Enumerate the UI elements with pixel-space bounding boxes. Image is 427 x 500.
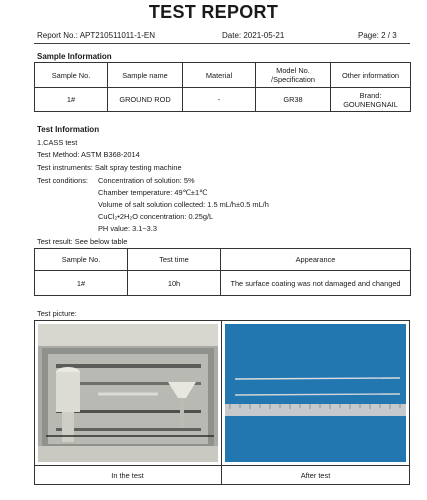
rods-image xyxy=(225,324,406,462)
test-info-heading: Test Information xyxy=(37,125,100,134)
condition-line: CuCl₂•2H₂O concentration: 0.25g/L xyxy=(98,212,214,221)
condition-line: PH value: 3.1~3.3 xyxy=(98,224,157,233)
header-cell: Sample name xyxy=(108,63,183,88)
sample-info-heading: Sample Information xyxy=(37,52,112,61)
test-item: 1.CASS test xyxy=(37,138,78,147)
header-cell: Sample No. xyxy=(35,249,128,271)
test-picture-label: Test picture: xyxy=(37,309,77,318)
test-method: Test Method: ASTM B368-2014 xyxy=(37,150,140,159)
table-cell: 10h xyxy=(128,271,221,296)
condition-line: Chamber temperature: 49℃±1℃ xyxy=(98,188,208,197)
report-number: Report No.: APT210511011-1-EN xyxy=(37,31,155,40)
header-cell: Test time xyxy=(128,249,221,271)
header-cell: Sample No. xyxy=(35,63,108,88)
result-table xyxy=(34,248,411,296)
picture-divider xyxy=(221,320,222,485)
report-title: TEST REPORT xyxy=(148,2,279,22)
table-cell: 1# xyxy=(35,271,128,296)
page-number: Page: 2 / 3 xyxy=(358,31,397,40)
condition-line: Concentration of solution: 5% xyxy=(98,176,195,185)
caption-after-test: After test xyxy=(221,465,410,485)
table-cell: GR38 xyxy=(256,88,331,112)
table-cell: 1# xyxy=(35,88,108,112)
photo-after-test xyxy=(225,324,406,462)
test-instruments: Test instruments: Salt spray testing machine xyxy=(37,163,182,172)
photo-in-test xyxy=(38,324,218,462)
test-conditions-label: Test conditions: xyxy=(37,176,88,185)
test-result-label: Test result: See below table xyxy=(37,237,128,246)
header-rule xyxy=(34,43,410,44)
header-cell: Other information xyxy=(331,63,411,88)
report-date: Date: 2021-05-21 xyxy=(222,31,285,40)
header-cell: Model No. /Specification xyxy=(256,63,331,88)
chamber-image xyxy=(38,324,218,462)
header-cell: Appearance xyxy=(221,249,411,271)
sample-info-table xyxy=(34,62,411,112)
condition-line: Volume of salt solution collected: 1.5 mL/h±0.5 mL/h xyxy=(98,200,269,209)
table-cell: GROUND ROD xyxy=(108,88,183,112)
caption-in-test: In the test xyxy=(34,465,221,485)
table-cell: - xyxy=(183,88,256,112)
table-cell: Brand: GOUNENGNAIL xyxy=(331,88,411,112)
table-cell: The surface coating was not damaged and changed xyxy=(221,271,411,296)
header-cell: Material xyxy=(183,63,256,88)
